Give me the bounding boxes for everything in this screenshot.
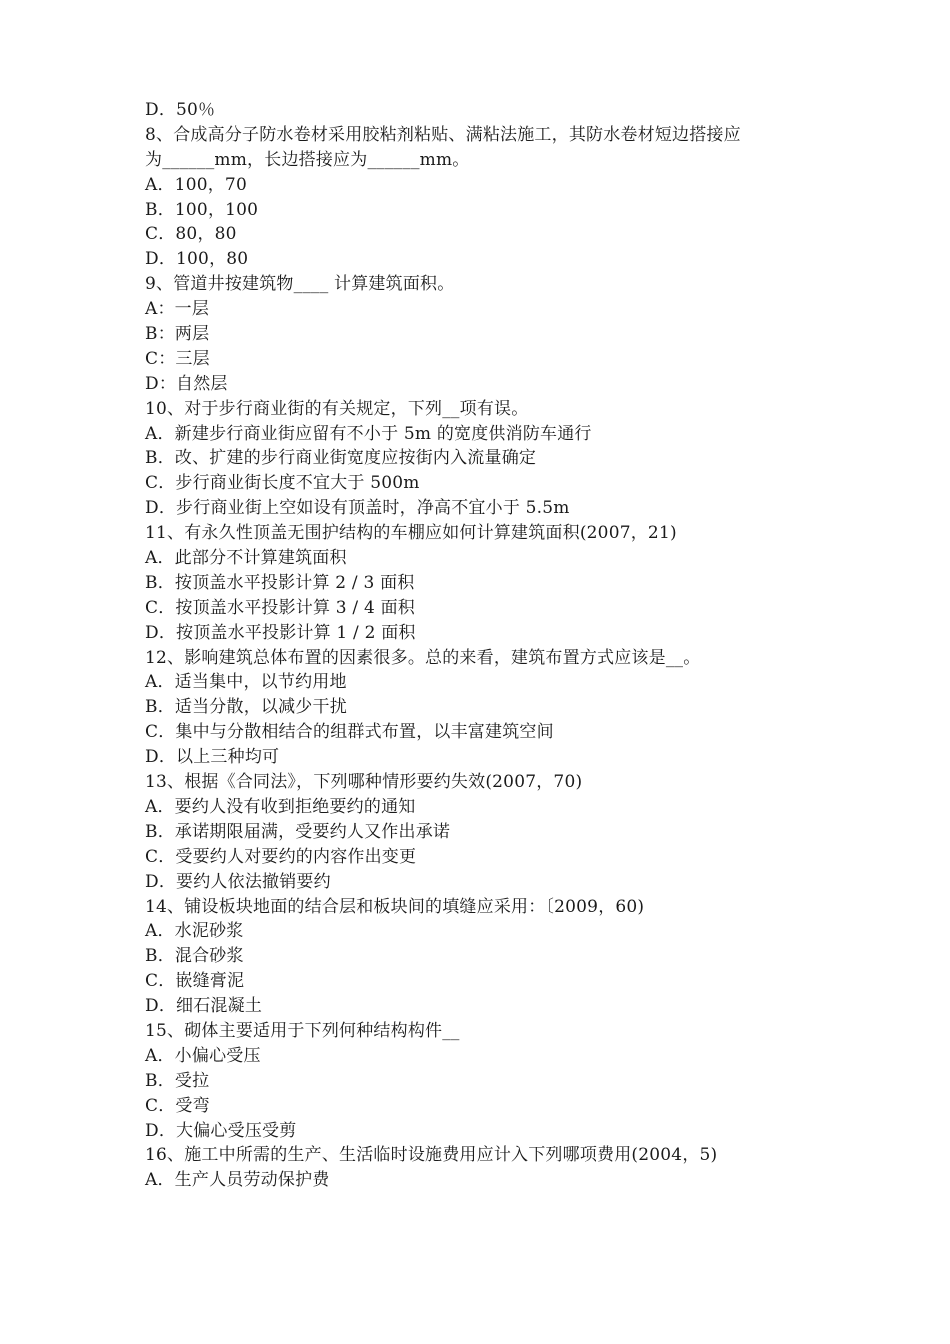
option-line: A．小偏心受压: [145, 1045, 261, 1066]
option-line: B．按顶盖水平投影计算 2 / 3 面积: [145, 572, 415, 593]
option-line: A．新建步行商业街应留有不小于 5m 的宽度供消防车通行: [145, 423, 592, 444]
option-line: C．80，80: [145, 224, 237, 245]
question-line: 9、管道井按建筑物____ 计算建筑面积。: [145, 274, 455, 295]
option-line: D．步行商业街上空如设有顶盖时，净高不宜小于 5.5m: [145, 498, 570, 519]
option-line: A．100，70: [145, 174, 247, 195]
question-line: 11、有永久性顶盖无围护结构的车棚应如何计算建筑面积(2007，21): [145, 523, 677, 544]
option-line: A：一层: [145, 299, 210, 320]
question-line: 10、对于步行商业街的有关规定，下列__项有误。: [145, 398, 529, 419]
question-line: 16、施工中所需的生产、生活临时设施费用应计入下列哪项费用(2004，5): [145, 1145, 718, 1166]
option-line: B．受拉: [145, 1070, 210, 1091]
option-line: A．生产人员劳动保护费: [145, 1170, 330, 1191]
option-line: B．承诺期限届满，受要约人又作出承诺: [145, 821, 451, 842]
question-line: 14、铺设板块地面的结合层和板块间的填缝应采用：〔2009，60): [145, 896, 645, 917]
option-line: C．受要约人对要约的内容作出变更: [145, 846, 417, 867]
question-line: 13、根据《合同法》，下列哪种情形要约失效(2007，70): [145, 772, 583, 793]
option-line: B．混合砂浆: [145, 946, 244, 967]
text-line: D．50％: [145, 100, 216, 120]
option-line: B．改、扩建的步行商业街宽度应按街内入流量确定: [145, 448, 537, 469]
option-line: C．集中与分散相结合的组群式布置，以丰富建筑空间: [145, 722, 554, 743]
option-line: A．适当集中，以节约用地: [145, 672, 347, 693]
option-line: D．大偏心受压受剪: [145, 1120, 297, 1141]
option-line: C．嵌缝膏泥: [145, 971, 245, 992]
question-line: 15、砌体主要适用于下列何种结构构件__: [145, 1020, 460, 1041]
option-line: B．适当分散，以减少干扰: [145, 697, 347, 718]
option-line: C：三层: [145, 348, 210, 369]
option-line: C．受弯: [145, 1095, 210, 1116]
option-line: D．以上三种均可: [145, 747, 280, 768]
question-line: 8、合成高分子防水卷材采用胶粘剂粘贴、满粘法施工，其防水卷材短边搭接应: [145, 124, 741, 145]
option-line: D．100，80: [145, 249, 249, 270]
option-line: D．按顶盖水平投影计算 1 / 2 面积: [145, 622, 416, 643]
option-line: D．细石混凝土: [145, 996, 263, 1017]
option-line: A．此部分不计算建筑面积: [145, 548, 347, 569]
document-page: [145, 98, 825, 1193]
option-line: A．要约人没有收到拒绝要约的通知: [145, 796, 416, 817]
option-line: D：自然层: [145, 373, 228, 394]
option-line: C．按顶盖水平投影计算 3 / 4 面积: [145, 597, 415, 618]
text-line: 为______mm，长边搭接应为______mm。: [145, 149, 470, 170]
question-line: 12、影响建筑总体布置的因素很多。总的来看，建筑布置方式应该是__。: [145, 647, 701, 668]
option-line: D．要约人依法撤销要约: [145, 871, 331, 892]
option-line: B．100，100: [145, 199, 259, 220]
option-line: C．步行商业街长度不宜大于 500m: [145, 473, 420, 494]
option-line: A．水泥砂浆: [145, 921, 244, 942]
option-line: B：两层: [145, 324, 210, 345]
